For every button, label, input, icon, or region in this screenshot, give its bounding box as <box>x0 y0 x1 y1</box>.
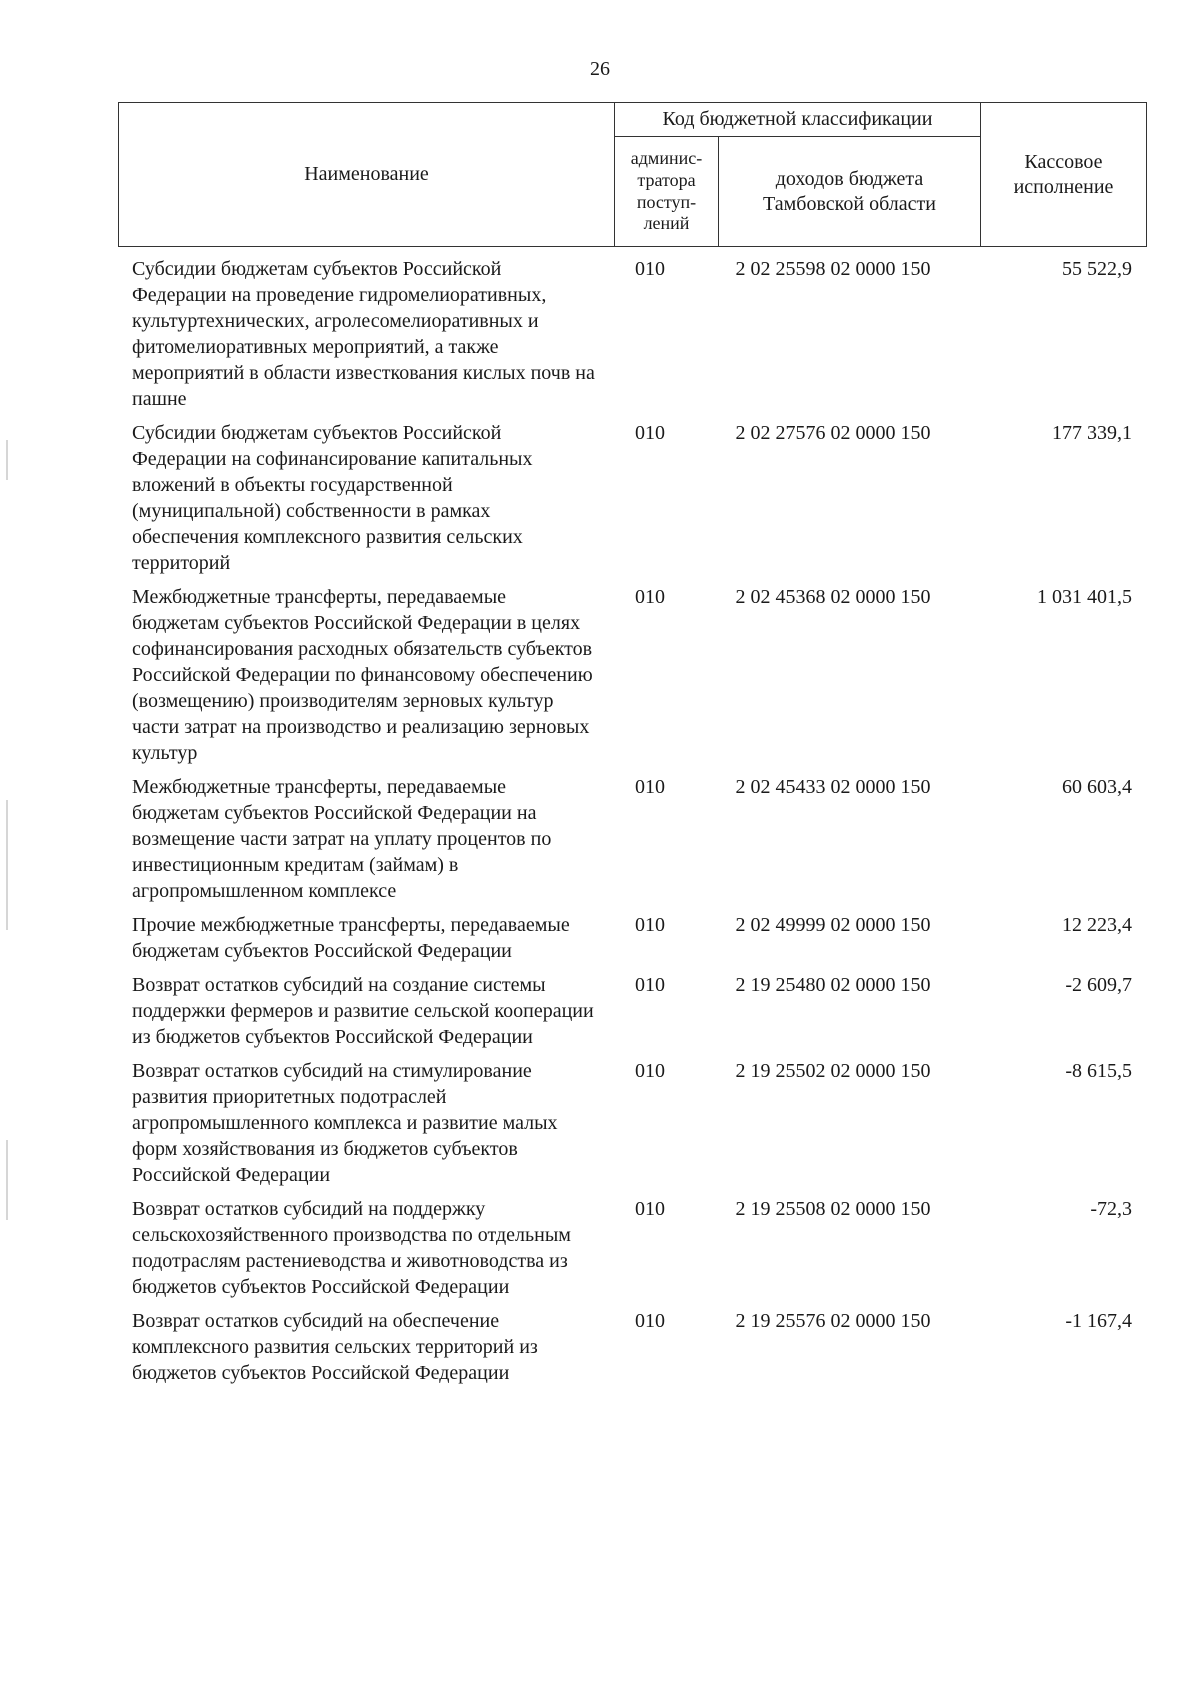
row-name: Возврат остатков субсидий на стимулирование развития приоритетных подотраслей агропромышленного комплекса и развитие малых форм хозяйствования из бюджетов субъектов Российской Федерации <box>132 1060 558 1186</box>
row-admin-code: 010 <box>635 1310 665 1332</box>
table-row <box>118 972 1146 1050</box>
row-name: Возврат остатков субсидий на поддержку сельскохозяйственного производства по отдельным подотраслям растениеводства и животноводства из бюджетов субъектов Российской Федерации <box>132 1198 571 1298</box>
scan-artifact <box>6 800 8 930</box>
row-admin-code: 010 <box>635 258 665 280</box>
row-income-code: 2 02 27576 02 0000 150 <box>735 422 931 444</box>
row-admin-code: 010 <box>635 974 665 996</box>
row-name: Межбюджетные трансферты, передаваемые бюджетам субъектов Российской Федерации на возмещение части затрат на уплату процентов по инвестиционным кредитам (займам) в агропромышленном комплексе <box>132 776 552 902</box>
row-name: Субсидии бюджетам субъектов Российской Федерации на софинансирование капитальных вложений в объекты государственной (муниципальной) собственности в рамках обеспечения комплексного развития сельских территорий <box>132 422 533 574</box>
row-admin-code: 010 <box>635 422 665 444</box>
row-amount: 55 522,9 <box>1062 258 1132 280</box>
header-name: Наименование <box>119 103 615 247</box>
row-amount: 1 031 401,5 <box>1037 586 1132 608</box>
scan-artifact <box>6 440 8 480</box>
row-name: Субсидии бюджетам субъектов Российской Федерации на проведение гидромелиоративных, культуртехнических, агролесомелиоративных и фитомелиоративных мероприятий, а также мероприятий в области известкования кислых почв на пашне <box>132 258 595 410</box>
row-admin-code: 010 <box>635 1198 665 1220</box>
row-name: Возврат остатков субсидий на обеспечение комплексного развития сельских территорий из бюджетов субъектов Российской Федерации <box>132 1310 538 1384</box>
row-income-code: 2 02 25598 02 0000 150 <box>735 258 931 280</box>
table-body <box>118 256 1146 1394</box>
table-row <box>118 1058 1146 1188</box>
row-income-code: 2 19 25480 02 0000 150 <box>735 974 931 996</box>
table-row <box>118 912 1146 964</box>
header-admin: админис-тратора поступ-лений <box>615 137 719 247</box>
row-name: Межбюджетные трансферты, передаваемые бюджетам субъектов Российской Федерации в целях софинансирования расходных обязательств субъектов Российской Федерации по финансовому обеспечению (возмещению) производителям зерновых культур части затрат на производство и реализацию зерновых культур <box>132 586 593 764</box>
header-income: доходов бюджета Тамбовской области <box>719 137 981 247</box>
row-name: Прочие межбюджетные трансферты, передаваемые бюджетам субъектов Российской Федерации <box>132 914 570 962</box>
table-header <box>118 102 1147 247</box>
row-amount: 12 223,4 <box>1062 914 1132 936</box>
row-admin-code: 010 <box>635 1060 665 1082</box>
row-amount: -8 615,5 <box>1065 1060 1132 1082</box>
row-income-code: 2 02 45433 02 0000 150 <box>735 776 931 798</box>
row-amount: -1 167,4 <box>1065 1310 1132 1332</box>
row-income-code: 2 19 25502 02 0000 150 <box>735 1060 931 1082</box>
row-income-code: 2 02 49999 02 0000 150 <box>735 914 931 936</box>
row-amount: -2 609,7 <box>1065 974 1132 996</box>
scan-artifact <box>6 1140 8 1220</box>
row-name: Возврат остатков субсидий на создание системы поддержки фермеров и развитие сельской кооперации из бюджетов субъектов Российской Федерации <box>132 974 594 1048</box>
table-row <box>118 1308 1146 1386</box>
header-code-group: Код бюджетной классификации <box>615 103 981 137</box>
row-income-code: 2 19 25576 02 0000 150 <box>735 1310 931 1332</box>
row-amount: -72,3 <box>1090 1198 1132 1220</box>
row-admin-code: 010 <box>635 776 665 798</box>
table-row <box>118 1196 1146 1300</box>
row-admin-code: 010 <box>635 914 665 936</box>
table-row <box>118 584 1146 766</box>
row-income-code: 2 02 45368 02 0000 150 <box>735 586 931 608</box>
row-income-code: 2 19 25508 02 0000 150 <box>735 1198 931 1220</box>
page-number: 26 <box>590 58 610 80</box>
table-row <box>118 420 1146 576</box>
table-row <box>118 256 1146 412</box>
table-row <box>118 774 1146 904</box>
row-amount: 60 603,4 <box>1062 776 1132 798</box>
row-amount: 177 339,1 <box>1052 422 1132 444</box>
row-admin-code: 010 <box>635 586 665 608</box>
header-amount: Кассовое исполнение <box>981 103 1147 247</box>
